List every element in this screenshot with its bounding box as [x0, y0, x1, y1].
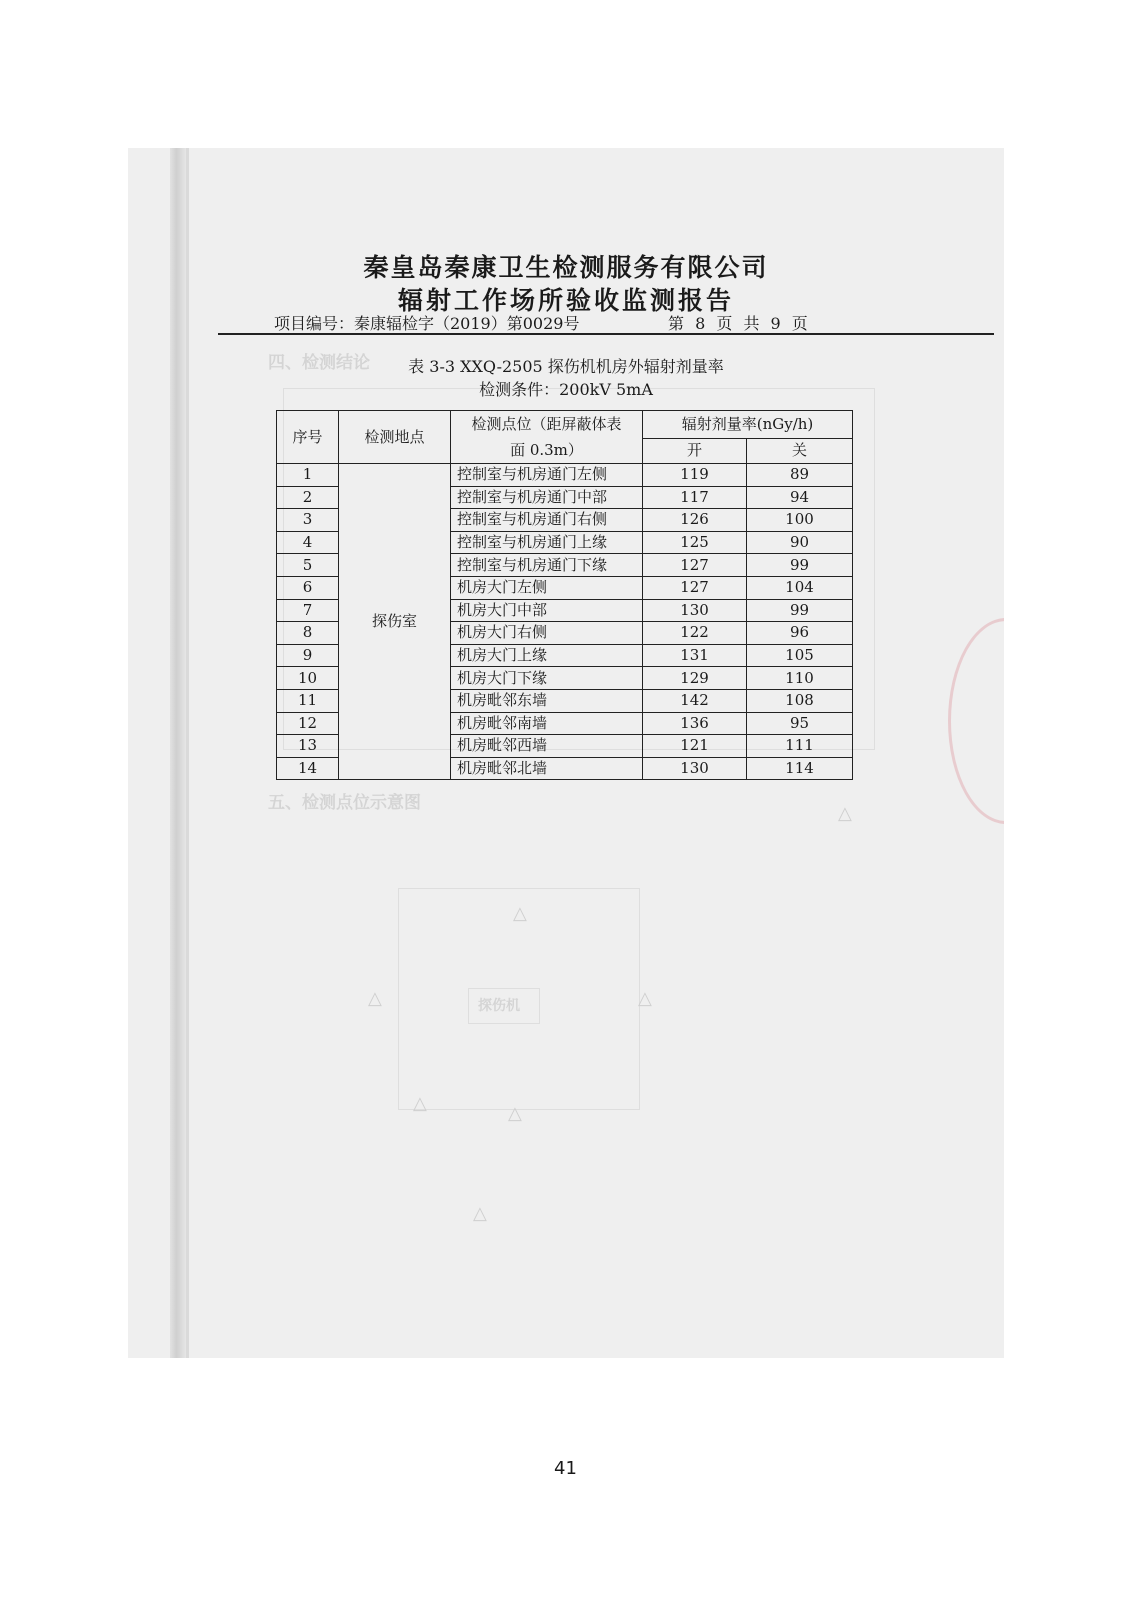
header-rule — [218, 333, 994, 335]
row-location: 探伤室 — [339, 464, 451, 780]
bleed-triangle-icon: △ — [473, 1203, 487, 1224]
header-location: 检测地点 — [339, 411, 451, 464]
row-off: 108 — [747, 689, 853, 712]
bleed-triangle-icon: △ — [513, 903, 527, 924]
header-point — [451, 411, 643, 464]
bleed-triangle-icon: △ — [638, 988, 652, 1009]
row-seq: 9 — [277, 644, 339, 667]
header-on: 开 — [643, 438, 747, 463]
row-off: 94 — [747, 486, 853, 509]
row-point: 控制室与机房通门右侧 — [451, 509, 643, 532]
page-number: 41 — [554, 1458, 577, 1479]
row-on: 136 — [643, 712, 747, 735]
row-seq: 10 — [277, 667, 339, 690]
row-seq: 1 — [277, 464, 339, 487]
row-seq: 11 — [277, 689, 339, 712]
header-seq: 序号 — [277, 411, 339, 464]
bleed-triangle-icon: △ — [838, 803, 852, 824]
row-seq: 14 — [277, 757, 339, 780]
bleed-through-room-label: 探伤机 — [478, 998, 520, 1014]
row-point: 机房大门右侧 — [451, 622, 643, 645]
project-number: 项目编号：秦康辐检字（2019）第0029号 — [274, 314, 580, 333]
row-off: 89 — [747, 464, 853, 487]
scanned-page — [128, 148, 1004, 1358]
row-seq: 5 — [277, 554, 339, 577]
table-conditions: 检测条件：200kV 5mA — [479, 380, 653, 399]
row-point: 机房毗邻南墙 — [451, 712, 643, 735]
header-point-line2: 面 0.3m） — [510, 441, 583, 459]
bleed-through-section4: 四、检测结论 — [268, 353, 370, 373]
header-off: 关 — [747, 438, 853, 463]
row-off: 96 — [747, 622, 853, 645]
row-on: 121 — [643, 735, 747, 758]
row-seq: 8 — [277, 622, 339, 645]
row-point: 机房大门中部 — [451, 599, 643, 622]
row-seq: 7 — [277, 599, 339, 622]
dose-rate-table — [276, 410, 853, 780]
row-point: 机房大门下缘 — [451, 667, 643, 690]
binding-shadow — [170, 148, 186, 1358]
bleed-triangle-icon: △ — [413, 1093, 427, 1114]
table-caption: 表 3-3 XXQ-2505 探伤机机房外辐射剂量率 — [408, 357, 724, 376]
page-info: 第 8 页 共 9 页 — [668, 314, 808, 333]
bleed-triangle-icon: △ — [368, 988, 382, 1009]
row-off: 104 — [747, 576, 853, 599]
stamp-seal — [948, 618, 1004, 824]
row-seq: 6 — [277, 576, 339, 599]
row-seq: 4 — [277, 531, 339, 554]
row-on: 142 — [643, 689, 747, 712]
row-seq: 13 — [277, 735, 339, 758]
row-off: 95 — [747, 712, 853, 735]
row-on: 127 — [643, 554, 747, 577]
row-seq: 3 — [277, 509, 339, 532]
row-on: 126 — [643, 509, 747, 532]
row-on: 122 — [643, 622, 747, 645]
row-off: 99 — [747, 599, 853, 622]
row-off: 110 — [747, 667, 853, 690]
row-off: 100 — [747, 509, 853, 532]
row-on: 117 — [643, 486, 747, 509]
row-point: 机房毗邻东墙 — [451, 689, 643, 712]
row-off: 105 — [747, 644, 853, 667]
row-off: 111 — [747, 735, 853, 758]
row-seq: 2 — [277, 486, 339, 509]
row-on: 130 — [643, 599, 747, 622]
row-off: 114 — [747, 757, 853, 780]
row-seq: 12 — [277, 712, 339, 735]
binding-line — [186, 148, 189, 1358]
row-point: 机房大门左侧 — [451, 576, 643, 599]
row-off: 99 — [747, 554, 853, 577]
row-on: 130 — [643, 757, 747, 780]
row-on: 119 — [643, 464, 747, 487]
row-point: 控制室与机房通门中部 — [451, 486, 643, 509]
bleed-through-section5: 五、检测点位示意图 — [268, 793, 421, 813]
company-name: 秦皇岛秦康卫生检测服务有限公司 — [363, 253, 769, 282]
row-point: 控制室与机房通门左侧 — [451, 464, 643, 487]
bleed-triangle-icon: △ — [508, 1103, 522, 1124]
row-point: 机房大门上缘 — [451, 644, 643, 667]
row-point: 控制室与机房通门下缘 — [451, 554, 643, 577]
header-dose-rate: 辐射剂量率(nGy/h) — [643, 411, 853, 439]
row-off: 90 — [747, 531, 853, 554]
table-row — [277, 464, 853, 487]
row-point: 控制室与机房通门上缘 — [451, 531, 643, 554]
row-on: 125 — [643, 531, 747, 554]
row-on: 127 — [643, 576, 747, 599]
row-point: 机房毗邻北墙 — [451, 757, 643, 780]
row-on: 129 — [643, 667, 747, 690]
row-on: 131 — [643, 644, 747, 667]
row-point: 机房毗邻西墙 — [451, 735, 643, 758]
report-title: 辐射工作场所验收监测报告 — [397, 286, 734, 315]
header-point-line1: 检测点位（距屏蔽体表 — [471, 415, 622, 433]
